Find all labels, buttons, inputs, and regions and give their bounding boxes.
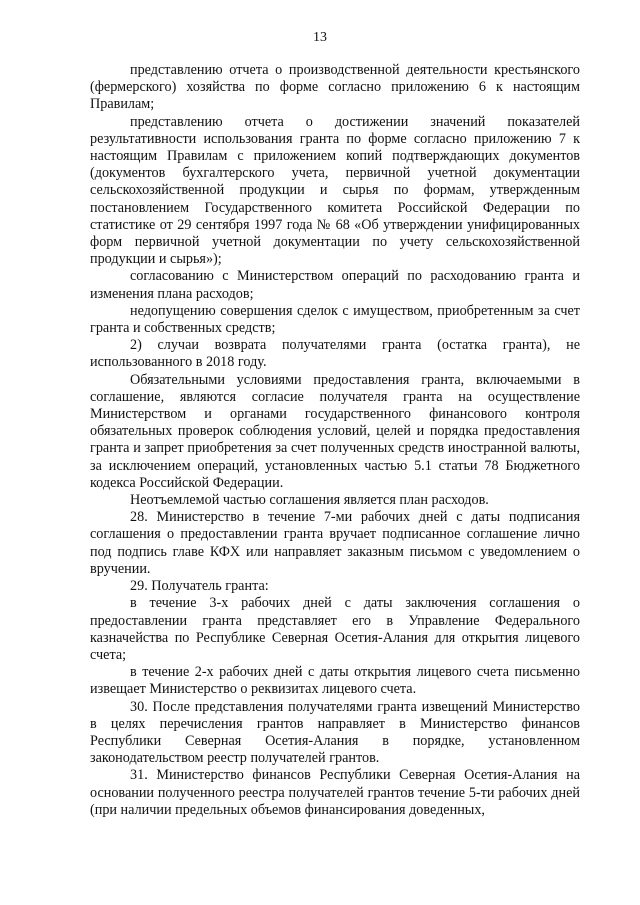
page-number: 13: [313, 30, 327, 45]
paragraph-item-31: 31. Министерство финансов Республики Северная Осетия-Алания на основании полученного реестра получателей грантов течение 5-ти рабочих дней (при наличии предельных объемов финансирования доведенных,: [90, 767, 580, 818]
paragraph-expense-plan: Неотъемлемой частью соглашения является план расходов.: [130, 492, 489, 509]
paragraph-report-production: представлению отчета о производственной деятельности крестьянского (фермерского) хозяйства по форме согласно приложению 6 к настоящим Правилам;: [90, 62, 580, 113]
paragraph-mandatory-conditions: Обязательными условиями предоставления гранта, включаемыми в соглашение, являются согласие получателя гранта на осуществление Министерством и органами государственного финансового контроля обязательных проверок соблюдения условий, целей и порядка предоставления гранта и запрет приобретения за счет полученных средств иностранной валюты, за исключением операций, установленных частью 5.1 статьи 78 Бюджетного кодекса Российской Федерации.: [90, 371, 580, 491]
paragraph-item-30: 30. После представления получателями гранта извещений Министерство в целях перечисления грантов направляет в Министерство финансов Республики Северная Осетия-Алания в порядке, установленном законодательством реестр получателей грантов.: [90, 698, 580, 767]
paragraph-refund-cases: 2) случаи возврата получателями гранта (остатка гранта), не использованного в 2018 году.: [90, 337, 580, 371]
paragraph-coordination: согласованию с Министерством операций по расходованию гранта и изменения плана расходов;: [90, 268, 580, 302]
paragraph-item-29-second: в течение 2-х рабочих дней с даты открытия лицевого счета письменно извещает Министерство о реквизитах лицевого счета.: [90, 664, 580, 698]
paragraph-item-28: 28. Министерство в течение 7-ми рабочих дней с даты подписания соглашения о предоставлении гранта вручает подписанное соглашение лично под подпись главе КФХ или направляет заказным письмом с уведомлением о вручении.: [90, 509, 580, 577]
paragraph-item-29-first: в течение 3-х рабочих дней с даты заключения соглашения о предоставлении гранта представляет его в Управление Федерального казначейства по Республике Северная Осетия-Алания для открытия лицевого счета;: [90, 595, 580, 663]
paragraph-item-29: 29. Получатель гранта:: [130, 578, 269, 595]
document-body: [90, 62, 580, 819]
paragraph-report-effectiveness: представлению отчета о достижении значений показателей результативности использования гранта по форме согласно приложению 7 к настоящим Правилам с приложением копий подтверждающих документов (документов бухгалтерского учета, первичной учетной документации сельскохозяйственной продукции и сырья по формам, утвержденным постановлением Государственного комитета Российской Федерации по статистике от 29 сентября 1997 года № 68 «Об утверждении унифицированных форм первичной учетной документации по учету сельскохозяйственной продукции и сырья»);: [90, 113, 580, 268]
paragraph-transactions: недопущению совершения сделок с имуществом, приобретенным за счет гранта и собственных средств;: [90, 302, 580, 337]
